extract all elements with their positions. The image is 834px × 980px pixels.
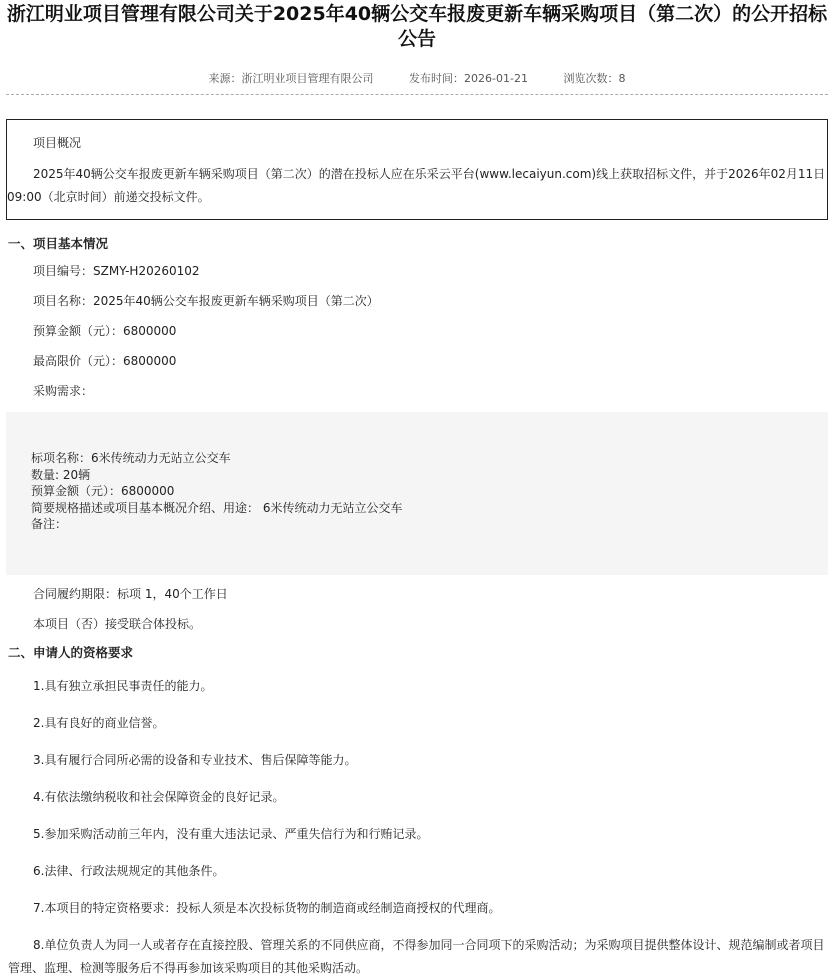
publish-date: 发布时间：2026-01-21 <box>409 72 528 85</box>
budget: 预算金额（元）：6800000 <box>33 324 177 338</box>
max-price: 最高限价（元）：6800000 <box>33 354 177 368</box>
overview-heading: 项目概况 <box>33 136 82 150</box>
procurement-needs: 采购需求： <box>33 384 94 398</box>
list-item: 5.参加采购活动前三年内，没有重大违法记录、严重失信行为和行贿记录。 <box>33 827 429 841</box>
contract-period: 合同履约期限：标项 1，40个工作日 <box>33 587 228 601</box>
list-item: 1.具有独立承担民事责任的能力。 <box>33 679 213 693</box>
article-meta <box>0 70 834 90</box>
lot-name: 标项名称：6米传统动力无站立公交车 <box>31 451 231 465</box>
project-number: 项目编号：SZMY-H20260102 <box>33 264 200 278</box>
section-title: 一、项目基本情况 <box>8 236 109 251</box>
list-item: 6.法律、行政法规规定的其他条件。 <box>33 864 225 878</box>
divider <box>6 94 828 95</box>
list-item: 7.本项目的特定资格要求：投标人须是本次投标货物的制造商或经制造商授权的代理商。 <box>33 901 501 915</box>
list-item: 8.单位负责人为同一人或者存在直接控股、管理关系的不同供应商，不得参加同一合同项下的采购活动；为采购项目提供整体设计、规范编制或者项目管理、监理、检测等服务后不得再参加该采购项目的其他采购活动。 <box>8 938 825 975</box>
overview-box <box>6 119 828 220</box>
lot-remarks: 备注： <box>31 517 68 531</box>
lot-description: 简要规格描述或项目基本概况介绍、用途： 6米传统动力无站立公交车 <box>31 500 403 515</box>
view-count: 浏览次数：8 <box>563 72 626 85</box>
lot-quantity: 数量: 20辆 <box>31 467 91 482</box>
list-item: 3.具有履行合同所必需的设备和专业技术、售后保障等能力。 <box>33 753 357 767</box>
page-title: 浙江明业项目管理有限公司关于2025年40辆公交车报废更新车辆采购项目（第二次）的公开招标公告 <box>6 3 828 50</box>
list-item: 2.具有良好的商业信誉。 <box>33 716 165 730</box>
lot-details <box>6 412 828 575</box>
project-name: 项目名称：2025年40辆公交车报废更新车辆采购项目（第二次） <box>33 294 379 308</box>
consortium-note: 本项目（否）接受联合体投标。 <box>33 617 202 631</box>
lot-budget: 预算金额（元）：6800000 <box>31 484 175 498</box>
list-item: 4.有依法缴纳税收和社会保障资金的良好记录。 <box>33 790 285 804</box>
section-title: 二、申请人的资格要求 <box>8 645 134 660</box>
source: 来源：浙江明业项目管理有限公司 <box>208 72 374 85</box>
overview-text: 2025年40辆公交车报废更新车辆采购项目（第二次）的潜在投标人应在乐采云平台(www.lecaiyun.com)线上获取招标文件，并于2026年02月11日 09:00（北京时间）前递交投标文件。 <box>7 167 826 204</box>
